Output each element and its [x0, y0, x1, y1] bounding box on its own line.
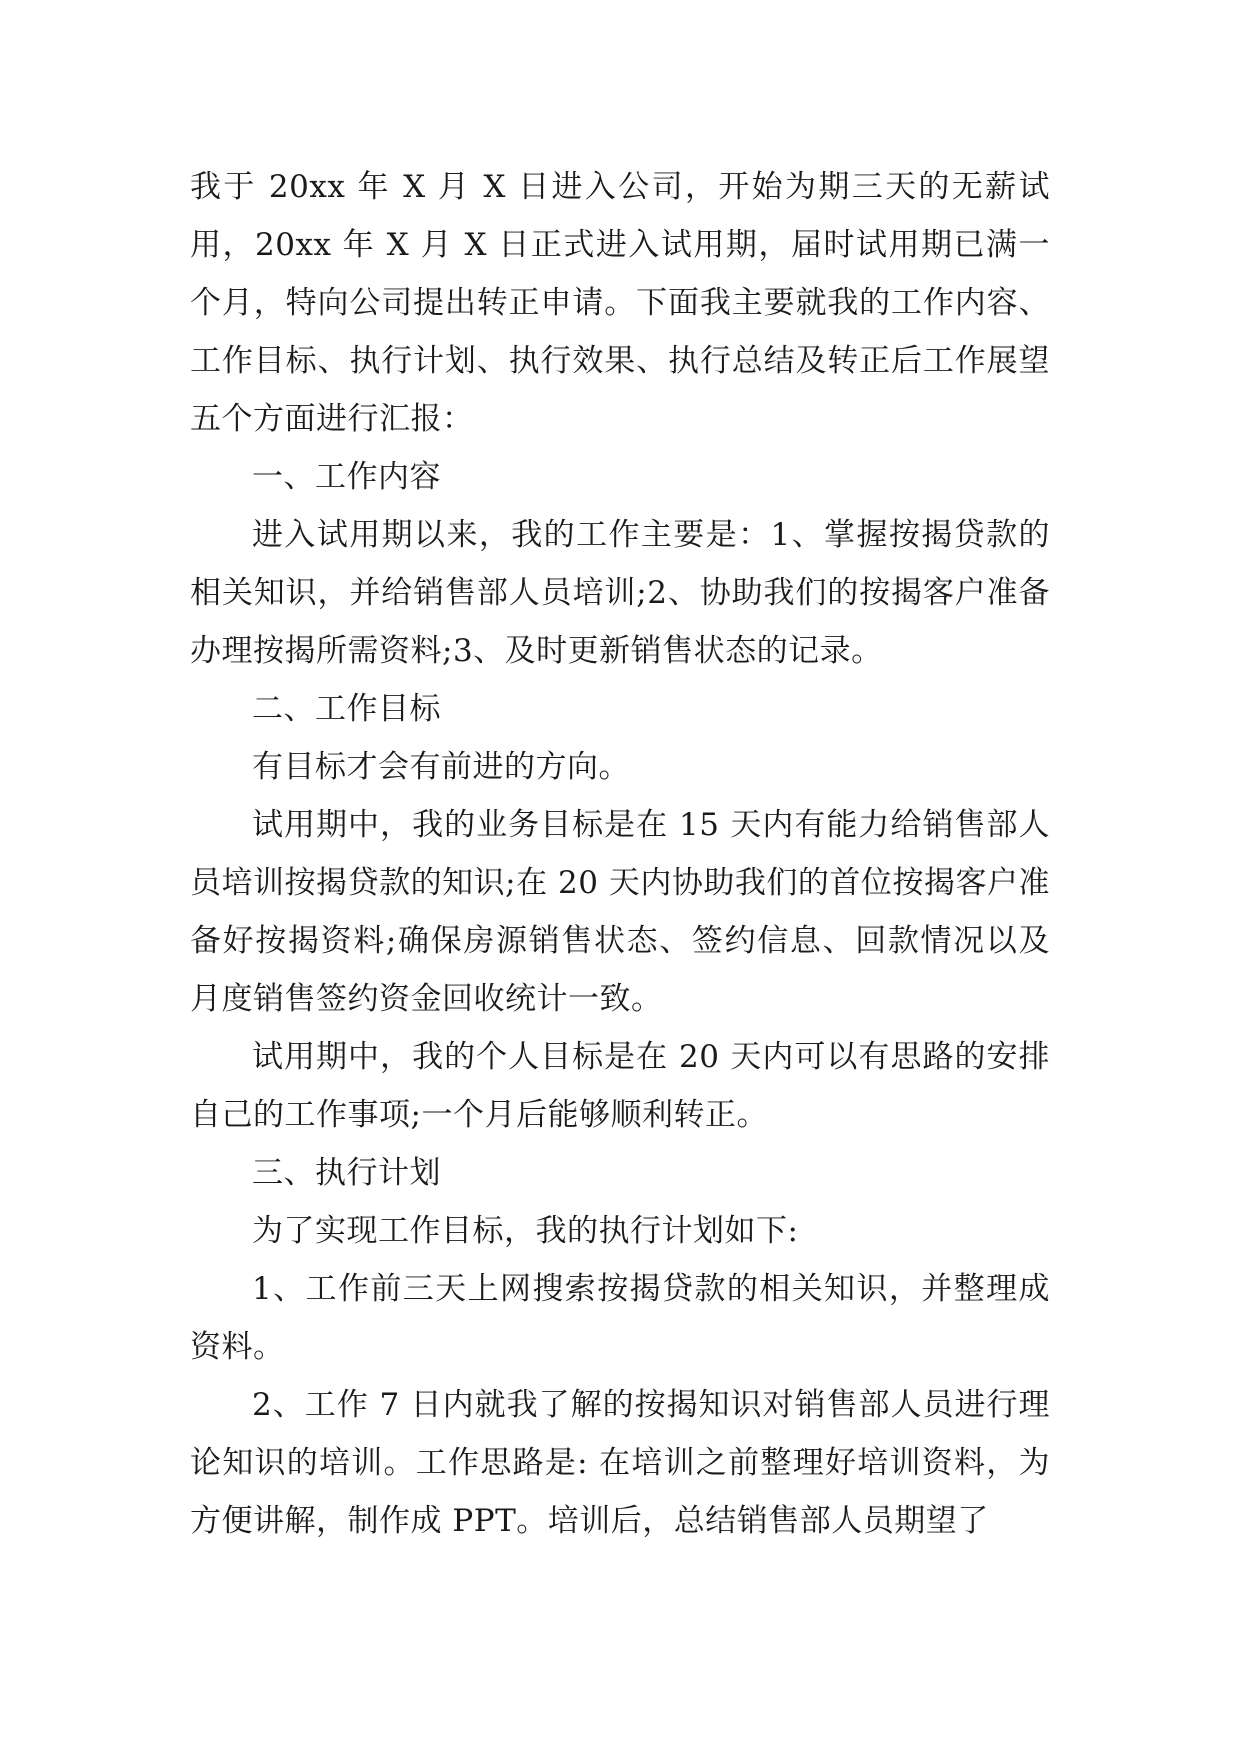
- personal-goals-paragraph: 试用期中，我的个人目标是在 20 天内可以有思路的安排自己的工作事项;一个月后能够顺利转正。: [190, 1039, 1050, 1133]
- section-heading-work-content: 一、工作内容: [252, 459, 441, 495]
- plan-intro-paragraph: 为了实现工作目标，我的执行计划如下:: [252, 1213, 799, 1249]
- goals-intro-paragraph: 有目标才会有前进的方向。: [252, 749, 630, 785]
- section-heading-work-goals: 二、工作目标: [252, 691, 441, 727]
- plan-item-2-paragraph: 2、工作 7 日内就我了解的按揭知识对销售部人员进行理论知识的培训。工作思路是: 在培训之前整理好培训资料，为方便讲解，制作成 PPT。培训后，总结销售部人员期望了: [190, 1387, 1050, 1539]
- document-body: [190, 158, 1050, 1550]
- intro-paragraph: 我于 20xx 年 X 月 X 日进入公司，开始为期三天的无薪试用，20xx 年 X 月 X 日正式进入试用期，届时试用期已满一个月，特向公司提出转正申请。下面我主要就我的工作内容、工作目标、执行计划、执行效果、执行总结及转正后工作展望五个方面进行汇报：: [190, 169, 1050, 437]
- business-goals-paragraph: 试用期中，我的业务目标是在 15 天内有能力给销售部人员培训按揭贷款的知识;在 20 天内协助我们的首位按揭客户准备好按揭资料;确保房源销售状态、签约信息、回款情况以及月度销售签约资金回收统计一致。: [190, 807, 1050, 1017]
- work-content-paragraph: 进入试用期以来，我的工作主要是：1、掌握按揭贷款的相关知识，并给销售部人员培训;2、协助我们的按揭客户准备办理按揭所需资料;3、及时更新销售状态的记录。: [190, 517, 1050, 669]
- plan-item-1-paragraph: 1、工作前三天上网搜索按揭贷款的相关知识，并整理成资料。: [190, 1271, 1050, 1365]
- section-heading-execution-plan: 三、执行计划: [252, 1155, 441, 1191]
